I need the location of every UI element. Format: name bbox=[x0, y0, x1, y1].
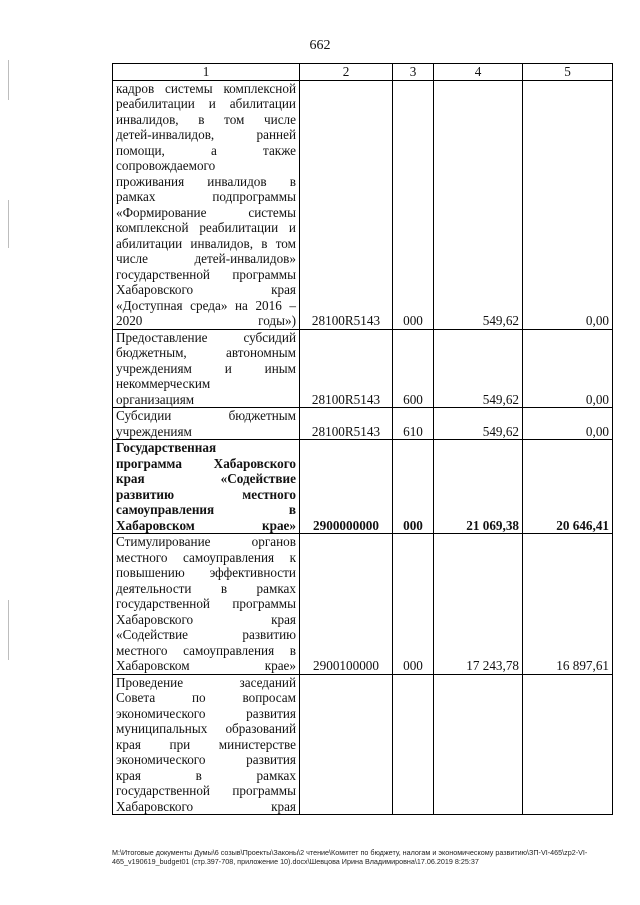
row-name-line: «Доступная среда» на 2016 – bbox=[116, 297, 296, 313]
row-name-line: экономического развития bbox=[116, 705, 296, 721]
row-name-line: инвалидов, в том числе bbox=[116, 111, 296, 127]
row-name-line: местного самоуправления к bbox=[116, 549, 296, 565]
row-name-line: сопровождаемого bbox=[116, 158, 216, 173]
table-row bbox=[113, 80, 613, 329]
row-name-cell bbox=[113, 408, 300, 440]
expense-type-cell: 600 bbox=[393, 329, 434, 408]
row-name-line: Хабаровского края bbox=[116, 611, 296, 627]
row-name-line: программа Хабаровского bbox=[116, 455, 296, 471]
row-name-line: абилитации инвалидов, в том bbox=[116, 235, 296, 251]
expense-type-cell: 000 bbox=[393, 80, 434, 329]
row-name-line: Хабаровском крае» bbox=[116, 517, 296, 533]
row-name-line: края «Содействие bbox=[116, 471, 296, 486]
amount-year2-cell: 20 646,41 bbox=[523, 440, 613, 534]
target-code-cell: 28100R5143 bbox=[300, 80, 393, 329]
row-name-line: учреждениям bbox=[116, 423, 192, 439]
row-name-line: государственной программы bbox=[116, 266, 296, 282]
row-name-line: помощи, а также bbox=[116, 142, 296, 158]
row-name-line: повышению эффективности bbox=[116, 565, 296, 580]
row-name-line: некоммерческим bbox=[116, 376, 211, 391]
row-name-line: Предоставление субсидий bbox=[116, 329, 296, 345]
row-name-line: края в рамках bbox=[116, 767, 296, 783]
row-name-line: края при министерстве bbox=[116, 736, 296, 752]
column-header: 4 bbox=[434, 64, 523, 81]
row-name-line: развитию местного bbox=[116, 486, 296, 502]
amount-year1-cell: 21 069,38 bbox=[434, 440, 523, 534]
amount-year1-cell: 17 243,78 bbox=[434, 534, 523, 675]
table-header-row bbox=[113, 64, 613, 81]
row-name-cell bbox=[113, 674, 300, 815]
row-name-line: Проведение заседаний bbox=[116, 674, 296, 690]
amount-year2-cell: 0,00 bbox=[523, 80, 613, 329]
row-name-line: Субсидии бюджетным bbox=[116, 408, 296, 423]
target-code-cell: 28100R5143 bbox=[300, 408, 393, 440]
target-code-cell: 2900100000 bbox=[300, 534, 393, 675]
row-name-line: Хабаровского края bbox=[116, 282, 296, 297]
row-name-line: Хабаровского края bbox=[116, 798, 296, 814]
margin-mark bbox=[8, 600, 9, 660]
table-row bbox=[113, 674, 613, 815]
table-body bbox=[113, 80, 613, 815]
expense-type-cell bbox=[393, 674, 434, 815]
amount-year1-cell bbox=[434, 674, 523, 815]
row-name-line: числе детей-инвалидов» bbox=[116, 251, 296, 266]
row-name-line: деятельности в рамках bbox=[116, 580, 296, 596]
table-row bbox=[113, 440, 613, 534]
column-header: 1 bbox=[113, 64, 300, 81]
file-path-footer: M:\Итоговые документы Думы\6 созыв\Проекты\Законы\2 чтение\Комитет по бюджету, налогам и экономическому развитию\ЗП-VI-465\zp2-VI-465_v190619_budget01 (стр.397-708, приложение 10).docx\Шевцова Ирина Владимировна\17.06.2019 8:25:37 bbox=[112, 848, 588, 866]
amount-year2-cell: 16 897,61 bbox=[523, 534, 613, 675]
table-row bbox=[113, 329, 613, 408]
row-name-line: проживания инвалидов в bbox=[116, 173, 296, 189]
row-name-line: Совета по вопросам bbox=[116, 690, 296, 705]
margin-mark bbox=[8, 60, 9, 100]
budget-table bbox=[112, 63, 613, 815]
expense-type-cell: 000 bbox=[393, 440, 434, 534]
row-name-line: Хабаровском крае» bbox=[116, 658, 296, 673]
expense-type-cell: 000 bbox=[393, 534, 434, 675]
row-name-line: государственной программы bbox=[116, 596, 296, 611]
row-name-line: «Формирование системы bbox=[116, 204, 296, 220]
amount-year2-cell: 0,00 bbox=[523, 329, 613, 408]
page-number: 662 bbox=[309, 38, 331, 53]
row-name-line: государственной программы bbox=[116, 783, 296, 798]
row-name-line: бюджетным, автономным bbox=[116, 345, 296, 360]
row-name-line: рамках подпрограммы bbox=[116, 189, 296, 204]
row-name-line: реабилитации и абилитации bbox=[116, 96, 296, 111]
row-name-line: организациям bbox=[116, 391, 195, 407]
table-row bbox=[113, 534, 613, 675]
row-name-line: комплексной реабилитации и bbox=[116, 220, 296, 235]
row-name-cell bbox=[113, 534, 300, 675]
amount-year2-cell bbox=[523, 674, 613, 815]
row-name-line: Стимулирование органов bbox=[116, 534, 296, 549]
target-code-cell: 28100R5143 bbox=[300, 329, 393, 408]
amount-year1-cell: 549,62 bbox=[434, 80, 523, 329]
row-name-line: кадров системы комплексной bbox=[116, 80, 296, 96]
row-name-line: детей-инвалидов, ранней bbox=[116, 127, 296, 142]
amount-year1-cell: 549,62 bbox=[434, 408, 523, 440]
row-name-cell bbox=[113, 80, 300, 329]
target-code-cell: 2900000000 bbox=[300, 440, 393, 534]
row-name-cell bbox=[113, 329, 300, 408]
column-header: 2 bbox=[300, 64, 393, 81]
row-name-line: «Содействие развитию bbox=[116, 627, 296, 642]
row-name-line: учреждениям и иным bbox=[116, 360, 296, 376]
row-name-line: муниципальных образований bbox=[116, 721, 296, 736]
amount-year2-cell: 0,00 bbox=[523, 408, 613, 440]
row-name-line: Государственная bbox=[116, 440, 217, 455]
table-row bbox=[113, 408, 613, 440]
row-name-cell bbox=[113, 440, 300, 534]
row-name-line: 2020 годы») bbox=[116, 313, 296, 328]
target-code-cell bbox=[300, 674, 393, 815]
row-name-line: экономического развития bbox=[116, 752, 296, 767]
expense-type-cell: 610 bbox=[393, 408, 434, 440]
row-name-line: самоуправления в bbox=[116, 502, 296, 517]
row-name-line: местного самоуправления в bbox=[116, 642, 296, 658]
column-header: 5 bbox=[523, 64, 613, 81]
column-header: 3 bbox=[393, 64, 434, 81]
amount-year1-cell: 549,62 bbox=[434, 329, 523, 408]
margin-mark bbox=[8, 200, 9, 248]
